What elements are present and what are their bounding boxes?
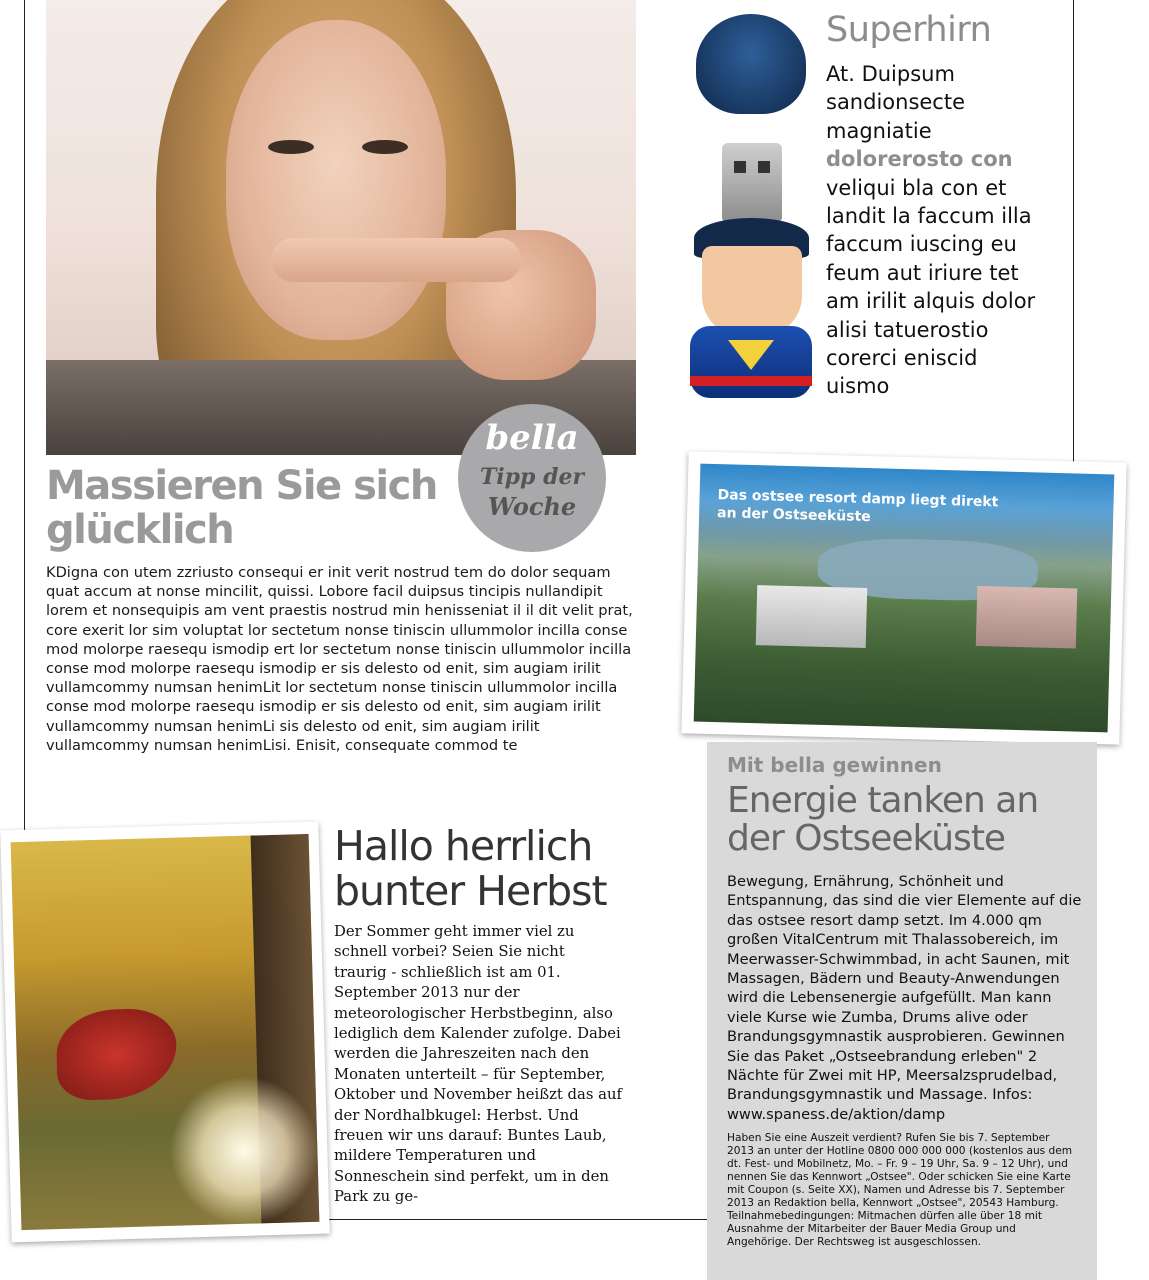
badge-line-2: Woche (487, 492, 577, 521)
usb-face (702, 246, 802, 336)
hero-eye-left (268, 140, 314, 154)
resort-hotel-right (976, 586, 1078, 649)
herbst-body: Der Sommer geht immer viel zu schnell vorbei? Seien Sie nicht traurig - schließlich ist am 01. September 2013 nur der meteorologischer Herbstbeginn, also lediglich dem Kalender zufolge. Dabei werden die Jahreszeiten nach den Monaten unterteilt – für September, Oktober und November heißzt das auf der Nordhalbkugel: Herbst. Und freuen wir uns darauf: Buntes Laub, mildere Temperaturen und Sonneschein sind perfekt, um in den Park zu ge- (334, 923, 622, 1206)
resort-hotel-left (756, 585, 868, 648)
superhirn-body-end: veliqui bla con et landit la faccum illa faccum iuscing eu feum aut iriure tet am irilit alquis dolor alisi tatuerostio corerci eniscid uismo (826, 175, 1036, 399)
contest-body: Bewegung, Ernährung, Schönheit und Entspannung, das sind die vier Elemente auf die das ostsee resort damp setzt. Im 4.000 qm großen VitalCentrum mit Thalassobereich, im Meerwasser-Schwimmbad, in acht Saunen, mit Massagen, Bädern und Beauty-Anwendungen wird die Lebensenergie aufgefüllt. Man kann viele Kurse wie Zumba, Drums alive oder Brandungsgymnastik ausprobieren. Gewinnen Sie das Paket „Ostseebrandung erleben" 2 Nächte für Zwei mit HP, Meersalzsprudelbad, Brandungsgymnastik und Massage. Infos: www.spaness.de/aktion/damp (727, 873, 1082, 1123)
main-article-title: Massieren Sie sich glücklich (46, 463, 437, 553)
hero-eye-right (362, 140, 408, 154)
resort-photo-frame (681, 451, 1126, 744)
autumn-photo (11, 834, 320, 1230)
usb-cap-hair (696, 14, 806, 114)
superhirn-highlight: dolorerosto con (826, 147, 1013, 172)
herbst-title: Hallo herrlich bunter Herbst (334, 822, 607, 915)
hero-finger (271, 238, 521, 282)
autumn-red-dress (55, 1008, 177, 1101)
main-article-body: KDigna con utem zzriusto consequi er init verit nostrud tem do dolor sequam quat accum at nonse mincilit, quissi. Lobore facil duipsus tincipis nullandipit lorem et nonsequipis am vent praestis nostrud min henisseniat il il dit velit prat, core exerit lor sim voluptat lor sectetum nonse tiniscin ullummolor incilla conse mod molorpe raesequ ismodip ert lor sectetum nonse tiniscin ullummolor incilla conse mod molorpe raesequ ismodip er sis delesto od enit, sim augiam irilit vullamcommy numsan henimLit lor sectetum nonse tiniscin ullummolor incilla conse mod molorpe raesequ ismodip er sis delesto od enit, sim augiam irilit vullamcommy numsan henimLi sis delesto od enit, sim augiam irilit vullamcommy numsan henimLisi. Enisit, consequate commod te (46, 564, 633, 754)
badge-line-1: Tipp der (479, 464, 585, 490)
resort-photo-caption: Das ostsee resort damp liegt direkt an der Ostseeküste (716, 487, 999, 526)
frame-line-bottom (300, 1219, 710, 1220)
contest-title: Energie tanken an der Ostseeküste (727, 780, 1039, 859)
superhero-usb-photo (686, 8, 816, 408)
frame-line-right (1073, 0, 1074, 468)
usb-belt (690, 376, 812, 386)
superhirn-body-start: At. Duipsum sandionsecte magniatie (826, 62, 966, 143)
superhirn-body (826, 60, 1040, 401)
frame-line-left (24, 0, 25, 830)
superhirn-title: Superhirn (826, 10, 992, 50)
contest-legal-text: Haben Sie eine Auszeit verdient? Rufen Sie bis 7. September 2013 an unter der Hotline 0800 000 000 000 (kostenlos aus dem dt. Fest- und Mobilnetz, Mo. – Fr. 9 – 19 Uhr, Sa. 9 – 12 Uhr), und nennen Sie das Kennwort „Ostsee". Oder schicken Sie eine Karte mit Coupon (s. Seite XX), Namen und Adresse bis 7. September 2013 an Redaktion bella, Kennwort „Ostsee", 20543 Hamburg. Teilnahmebedingungen: Mitmachen dürfen alle über 18 mit Ausnahme der Mitarbeiter der Bauer Media Group und Angehörige. Der Rechtsweg ist ausgeschlossen. (727, 1132, 1073, 1248)
usb-plug (722, 143, 782, 223)
autumn-photo-frame (0, 822, 329, 1243)
contest-kicker: Mit bella gewinnen (727, 753, 942, 777)
hero-photo-woman (46, 0, 636, 455)
hero-face (226, 20, 446, 340)
bella-tipp-badge (458, 404, 606, 552)
badge-brand: bella (485, 418, 579, 458)
resort-photo (694, 464, 1115, 733)
